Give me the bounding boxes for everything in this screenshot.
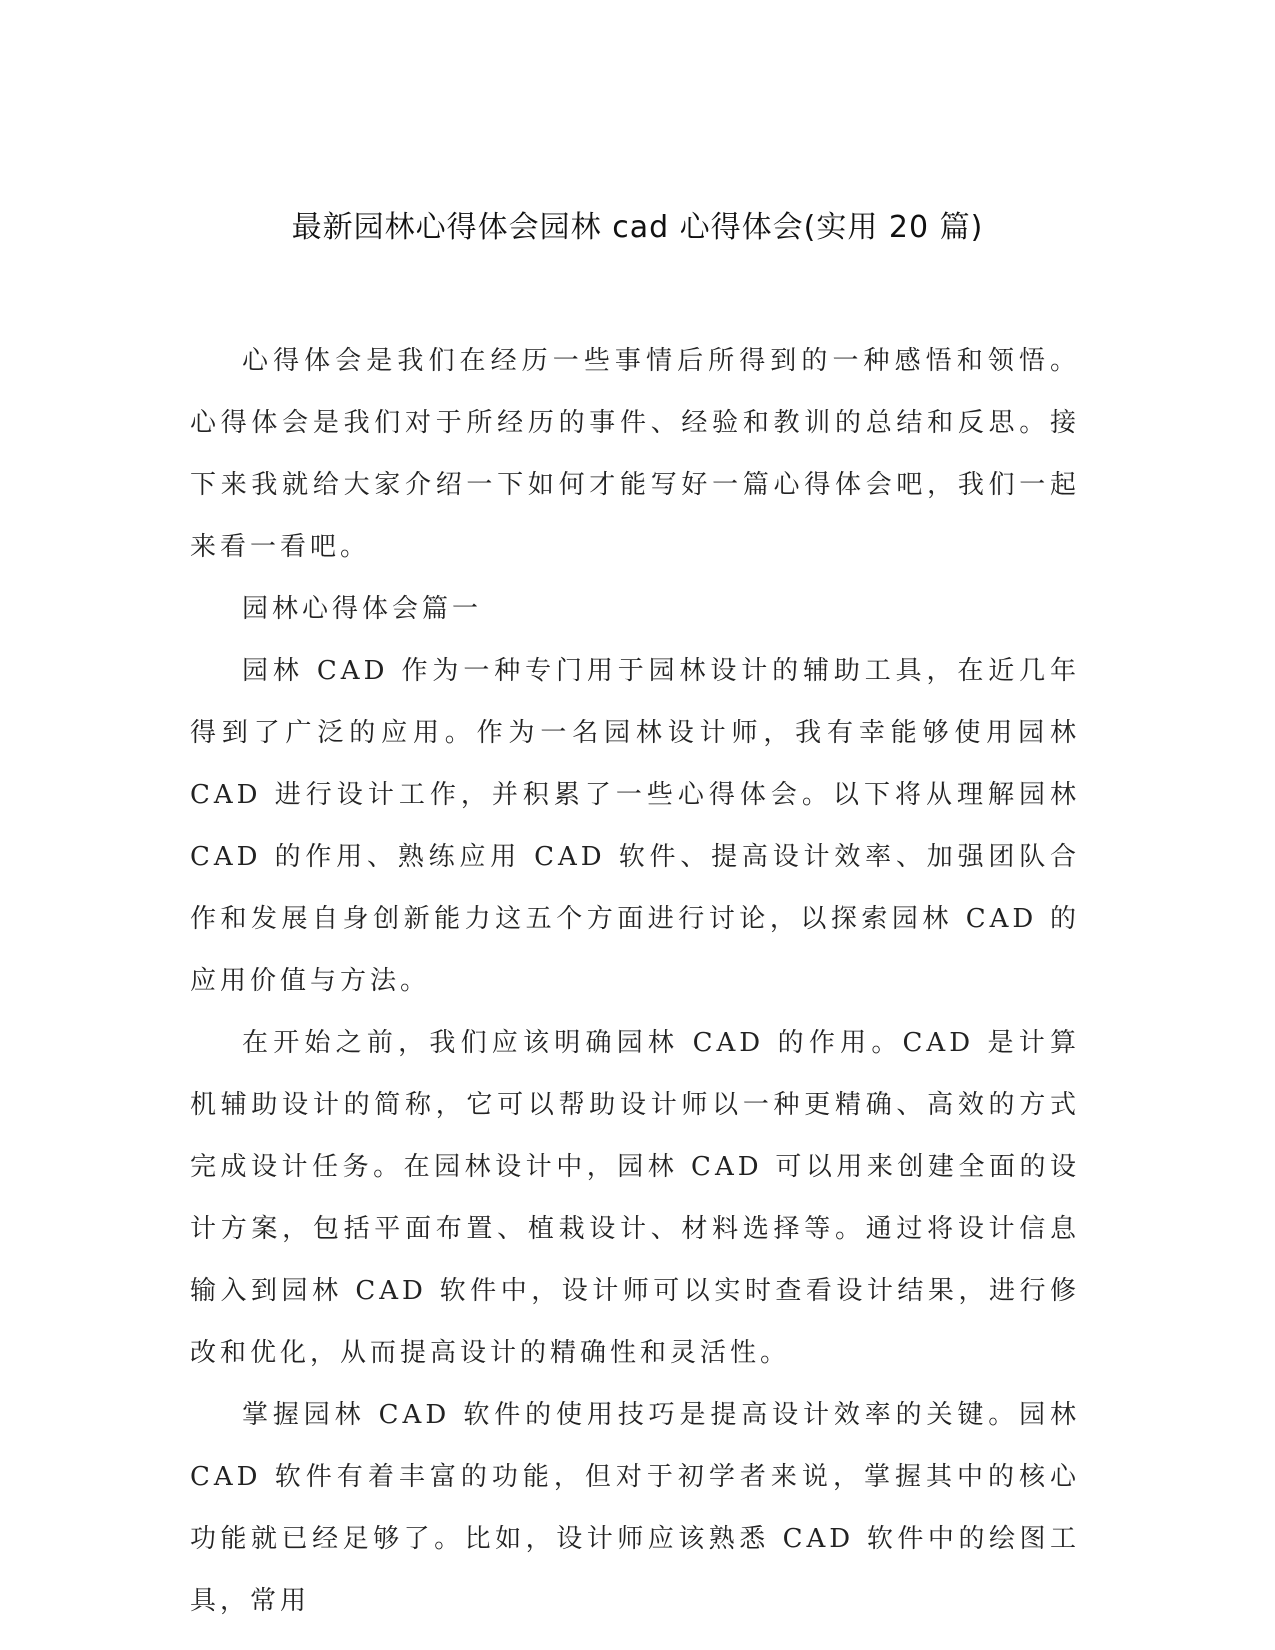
paragraph-cad-skills: 掌握园林 CAD 软件的使用技巧是提高设计效率的关键。园林 CAD 软件有着丰富的功能，但对于初学者来说，掌握其中的核心功能就已经足够了。比如，设计师应该熟悉 CAD 软件中的绘图工具，常用	[190, 1400, 1080, 1616]
paragraph-overview: 园林 CAD 作为一种专门用于园林设计的辅助工具，在近几年得到了广泛的应用。作为一名园林设计师，我有幸能够使用园林 CAD 进行设计工作，并积累了一些心得体会。以下将从理解园林 CAD 的作用、熟练应用 CAD 软件、提高设计效率、加强团队合作和发展自身创新能力这五个方面进行讨论，以探索园林 CAD 的应用价值与方法。	[190, 656, 1080, 996]
document-title: 最新园林心得体会园林 cad 心得体会(实用 20 篇)	[291, 210, 984, 245]
section-heading: 园林心得体会篇一	[242, 594, 483, 624]
paragraph-intro: 心得体会是我们在经历一些事情后所得到的一种感悟和领悟。心得体会是我们对于所经历的事件、经验和教训的总结和反思。接下来我就给大家介绍一下如何才能写好一篇心得体会吧，我们一起来看一看吧。	[190, 346, 1080, 562]
paragraph-cad-role: 在开始之前，我们应该明确园林 CAD 的作用。CAD 是计算机辅助设计的简称，它可以帮助设计师以一种更精确、高效的方式完成设计任务。在园林设计中，园林 CAD 可以用来创建全面的设计方案，包括平面布置、植栽设计、材料选择等。通过将设计信息输入到园林 CAD 软件中，设计师可以实时查看设计结果，进行修改和优化，从而提高设计的精确性和灵活性。	[190, 1028, 1080, 1368]
document-body	[190, 330, 1080, 1632]
